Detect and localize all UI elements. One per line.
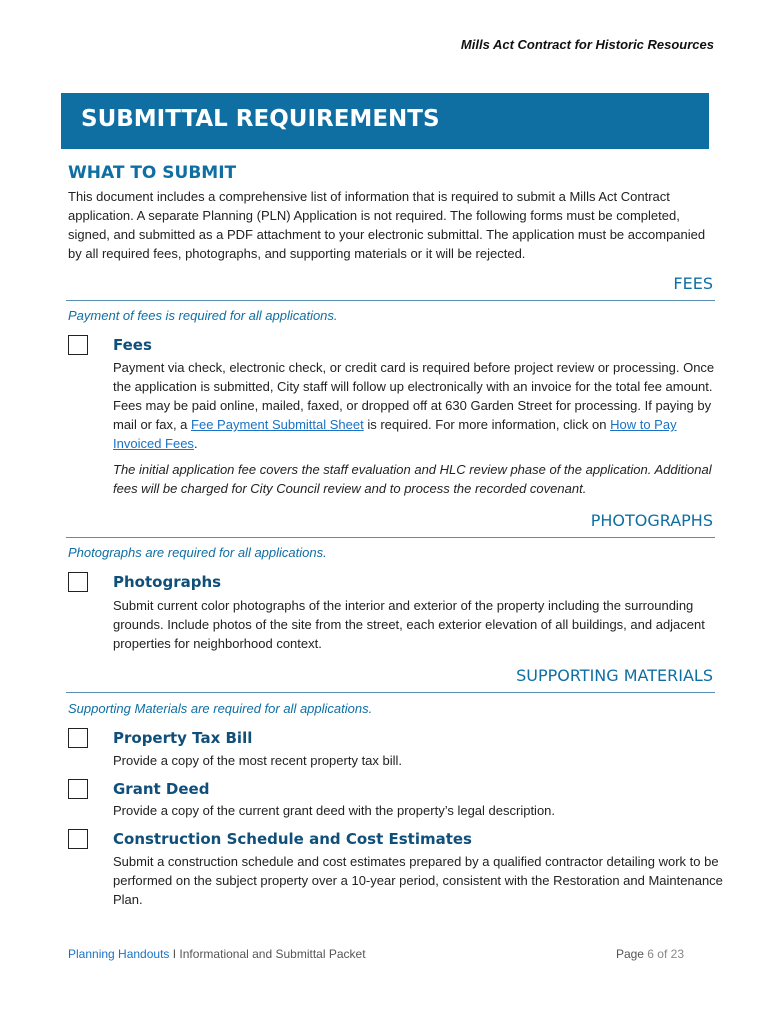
construction-schedule-checkbox[interactable] (68, 829, 88, 849)
supporting-divider (66, 692, 715, 693)
photographs-item-title: Photographs (113, 573, 222, 591)
fees-body-part-1: Payment via check, electronic check, or credit card is required before project review or processing. Once the application is submitted, City staff will follow up electronically with an invoice for the total fee amount. Fees may be paid online, mailed, faxed, or dropped off at 630 Garden Street for processing. If paying by mail or fax, a (113, 360, 715, 432)
footer-packet-label: I Informational and Submittal Packet (169, 947, 366, 961)
page-number (616, 947, 684, 961)
supporting-note: Supporting Materials are required for all applications. (68, 701, 373, 716)
footer-planning-handouts: Planning Handouts (68, 947, 170, 961)
fees-note: Payment of fees is required for all applications. (68, 308, 338, 323)
footer-left (68, 947, 366, 961)
page-label: Page (615, 947, 648, 961)
photographs-item-body: Submit current color photographs of the interior and exterior of the property including the surrounding grounds. Include photos of the site from the street, each exterior elevation of all buildings, and adjacent properties for neighborhood context. (113, 598, 705, 651)
photographs-checkbox[interactable] (68, 572, 88, 592)
grant-deed-checkbox[interactable] (68, 779, 88, 799)
how-to-pay-invoiced-fees-link[interactable]: How to Pay Invoiced Fees (113, 417, 677, 451)
property-tax-bill-checkbox[interactable] (68, 728, 88, 748)
banner-title: SUBMITTAL REQUIREMENTS (81, 106, 440, 132)
construction-schedule-title: Construction Schedule and Cost Estimates (113, 830, 472, 848)
fees-divider (66, 300, 715, 301)
fees-section-title: FEES (673, 274, 713, 293)
photographs-section-title: PHOTOGRAPHS (590, 511, 713, 530)
fees-italic-note: The initial application fee covers the staff evaluation and HLC review phase of the application. Additional fees will be charged for City Council review and to process the recorded covenant. (113, 462, 712, 496)
photographs-divider (66, 537, 715, 538)
property-tax-bill-title: Property Tax Bill (113, 729, 253, 747)
what-to-submit-heading: WHAT TO SUBMIT (68, 163, 237, 183)
property-tax-bill-body: Provide a copy of the most recent property tax bill. (113, 753, 403, 768)
document-running-title: Mills Act Contract for Historic Resources (460, 37, 714, 52)
construction-schedule-body: Submit a construction schedule and cost estimates prepared by a qualified contractor detailing work to be performed on the subject property over a 10-year period, consistent with the Restoration and Maintenance Plan. (113, 854, 723, 907)
fees-item-title: Fees (113, 336, 152, 354)
photographs-note: Photographs are required for all applications. (68, 545, 327, 560)
fees-body-part-3: . (193, 436, 198, 451)
fees-item-body (113, 358, 723, 453)
fee-payment-submittal-sheet-link[interactable]: Fee Payment Submittal Sheet (191, 417, 364, 432)
what-to-submit-body: This document includes a comprehensive list of information that is required to submit a Mills Act Contract application. A separate Planning (PLN) Application is not required. The following forms must be completed, signed, and submitted as a PDF attachment to your electronic submittal. The application must be accompanied by all required fees, photographs, and supporting materials or it will be rejected. (68, 189, 706, 261)
fees-checkbox[interactable] (68, 335, 88, 355)
supporting-section-title: SUPPORTING MATERIALS (516, 666, 713, 685)
section-banner (61, 93, 709, 149)
grant-deed-title: Grant Deed (113, 780, 210, 798)
fees-body-part-2: is required. For more information, click on (363, 417, 611, 432)
page-count: 6 of 23 (647, 947, 684, 961)
grant-deed-body: Provide a copy of the current grant deed with the property’s legal description. (113, 803, 556, 818)
